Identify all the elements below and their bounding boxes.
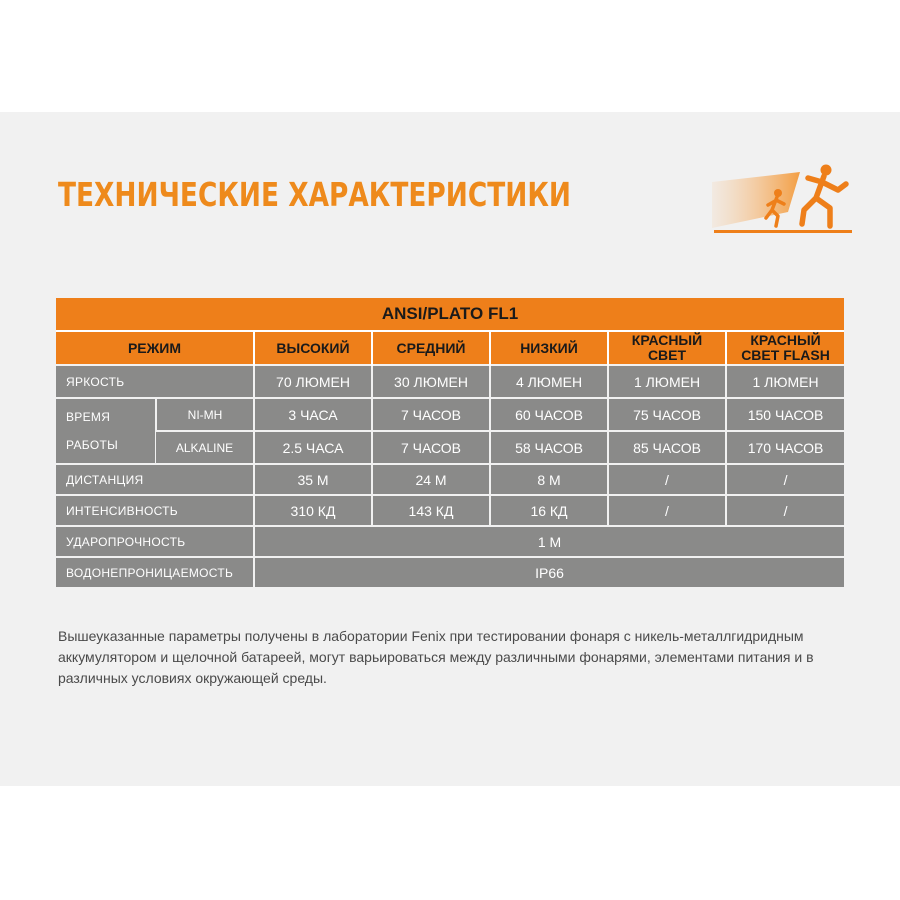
table-row-brightness (56, 365, 844, 398)
brightness-label: ЯРКОСТЬ (56, 365, 254, 398)
table-cell: 16 КД (490, 495, 608, 526)
table-row-runtime-alkaline (56, 431, 844, 464)
table-cell: / (726, 495, 844, 526)
mode-red: КРАСНЫЙ СВЕТ (608, 331, 726, 365)
distance-label: ДИСТАНЦИЯ (56, 464, 254, 495)
table-cell: 35 М (254, 464, 372, 495)
table-row-impact (56, 526, 844, 557)
table-row-intensity (56, 495, 844, 526)
alkaline-label: ALKALINE (156, 431, 254, 464)
table-cell: 143 КД (372, 495, 490, 526)
waterproof-value: IP66 (254, 557, 844, 587)
table-header-standard-row (56, 298, 844, 331)
page-title: ТЕХНИЧЕСКИЕ ХАРАКТЕРИСТИКИ (58, 175, 572, 214)
table-cell: / (608, 495, 726, 526)
waterproof-label: ВОДОНЕПРОНИЦАЕМОСТЬ (56, 557, 254, 587)
table-cell: / (726, 464, 844, 495)
running-man-flashlight-icon (708, 160, 858, 240)
mode-low: НИЗКИЙ (490, 331, 608, 365)
table-cell: 85 ЧАСОВ (608, 431, 726, 464)
impact-value: 1 М (254, 526, 844, 557)
table-cell: 58 ЧАСОВ (490, 431, 608, 464)
mode-medium: СРЕДНИЙ (372, 331, 490, 365)
impact-label: УДАРОПРОЧНОСТЬ (56, 526, 254, 557)
table-cell: / (608, 464, 726, 495)
table-cell: 70 ЛЮМЕН (254, 365, 372, 398)
table-cell: 75 ЧАСОВ (608, 398, 726, 431)
table-cell: 8 М (490, 464, 608, 495)
table-row-distance (56, 464, 844, 495)
table-cell: 1 ЛЮМЕН (608, 365, 726, 398)
mode-high: ВЫСОКИЙ (254, 331, 372, 365)
table-cell: 310 КД (254, 495, 372, 526)
table-row-runtime-nimh (56, 398, 844, 431)
table-header-modes-row (56, 331, 844, 365)
intensity-label: ИНТЕНСИВНОСТЬ (56, 495, 254, 526)
table-cell: 24 М (372, 464, 490, 495)
table-cell: 7 ЧАСОВ (372, 431, 490, 464)
table-cell: 30 ЛЮМЕН (372, 365, 490, 398)
table-cell: 3 ЧАСА (254, 398, 372, 431)
table-cell: 1 ЛЮМЕН (726, 365, 844, 398)
table-cell: 60 ЧАСОВ (490, 398, 608, 431)
mode-header: РЕЖИМ (56, 331, 254, 365)
runtime-label: ВРЕМЯ РАБОТЫ (56, 398, 156, 464)
table-cell: 7 ЧАСОВ (372, 398, 490, 431)
spec-table (56, 298, 844, 587)
table-cell: 150 ЧАСОВ (726, 398, 844, 431)
table-row-waterproof (56, 557, 844, 587)
mode-red-flash: КРАСНЫЙ СВЕТ FLASH (726, 331, 844, 365)
footnote: Вышеуказанные параметры получены в лаборатории Fenix при тестировании фонаря с никель-металлгидридным аккумулятором и щелочной батареей, могут варьироваться между различными фонарями, элементами питания и в различных условиях окружающей среды. (58, 628, 814, 686)
standard-header: ANSI/PLATO FL1 (56, 298, 844, 331)
table-cell: 170 ЧАСОВ (726, 431, 844, 464)
table-cell: 4 ЛЮМЕН (490, 365, 608, 398)
nimh-label: NI-MH (156, 398, 254, 431)
table-cell: 2.5 ЧАСА (254, 431, 372, 464)
